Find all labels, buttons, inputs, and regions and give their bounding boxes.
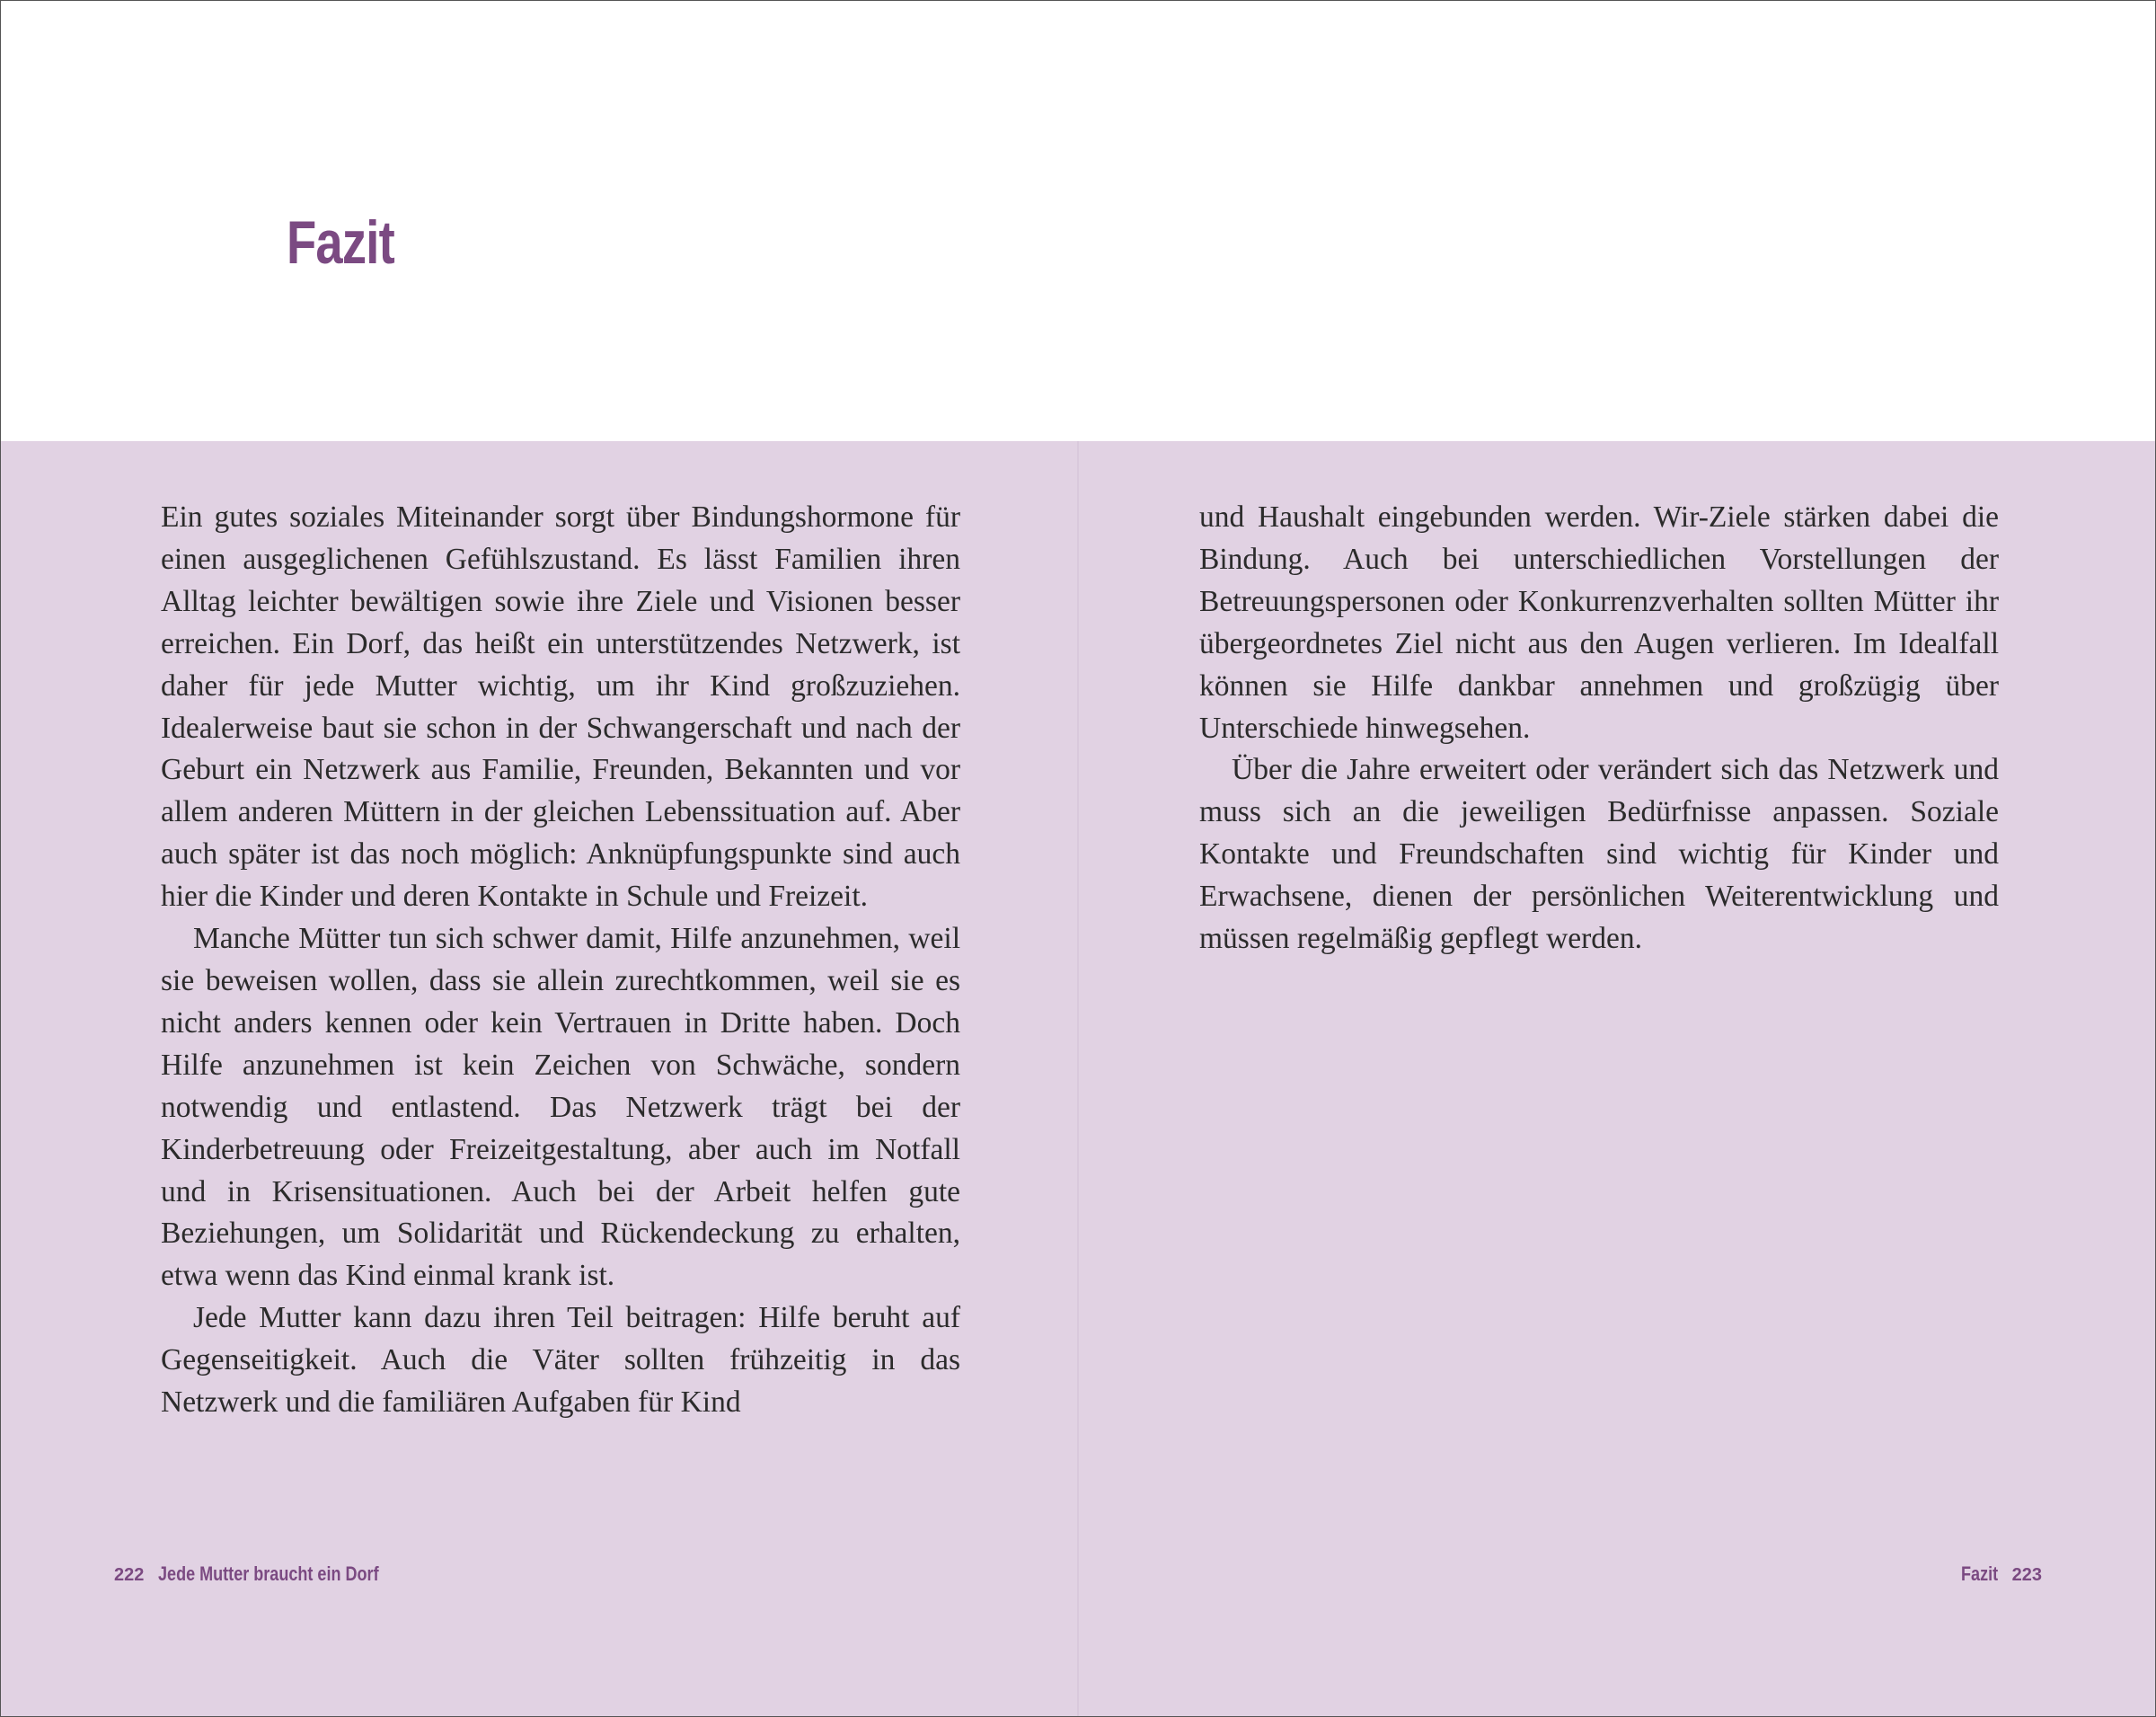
paragraph: Ein gutes soziales Miteinander sorgt über Bindungshormone für einen ausgeglichenen Gefühlszustand. Es lässt Familien ihren Alltag leichter bewältigen sowie ihre Ziele und Visionen besser erreichen. Ein Dorf, das heißt ein unterstützendes Netzwerk, ist daher für jede Mutter wichtig, um ihr Kind großzuziehen. Idealerweise baut sie schon in der Schwangerschaft und nach der Geburt ein Netzwerk aus Familie, Freunden, Bekannten und vor allem anderen Müttern in der gleichen Lebenssituation auf. Aber auch später ist das noch möglich: Anknüpfungspunkte sind auch hier die Kinder und deren Kontakte in Schule und Freizeit. bbox=[161, 500, 960, 914]
paragraph: und Haushalt eingebunden werden. Wir-Ziele stärken dabei die Bindung. Auch bei unterschiedlichen Vorstellungen der Betreuungspersonen oder Konkurrenzverhalten sollten Mütter ihr übergeordnetes Ziel nicht aus den Augen verlieren. Im Idealfall können sie Hilfe dankbar annehmen und großzügig über Unterschiede hinwegsehen. bbox=[1199, 500, 1999, 745]
paragraph: Jede Mutter kann dazu ihren Teil beitragen: Hilfe beruht auf Gegenseitigkeit. Auch die Väter sollten frühzeitig in das Netzwerk und die familiären Aufgaben für Kind bbox=[161, 1301, 960, 1420]
paragraph: Über die Jahre erweitert oder verändert sich das Netzwerk und muss sich an die jeweiligen Bedürfnisse anpassen. Soziale Kontakte und Freundschaften sind wichtig für Kinder und Erwachsene, dienen der persönlichen Weiterentwicklung und müssen regelmäßig gepflegt werden. bbox=[1199, 753, 1999, 956]
paragraph: Manche Mütter tun sich schwer damit, Hilfe anzunehmen, weil sie beweisen wollen, dass sie allein zurechtkommen, weil sie es nicht anders kennen oder kein Vertrauen in Dritte haben. Doch Hilfe anzunehmen ist kein Zeichen von Schwäche, sondern notwendig und entlastend. Das Netzwerk trägt bei der Kinderbetreuung oder Freizeitgestaltung, aber auch im Notfall und in Krisensituationen. Auch bei der Arbeit helfen gute Beziehungen, um Solidarität und Rückendeckung zu erhalten, etwa wenn das Kind einmal krank ist. bbox=[161, 922, 960, 1293]
page-number: 222 bbox=[114, 1565, 145, 1585]
chapter-title: Fazit bbox=[287, 208, 394, 277]
left-page-footer bbox=[114, 1562, 428, 1586]
right-page-footer bbox=[1953, 1562, 2043, 1586]
running-head: Fazit bbox=[1960, 1562, 1998, 1585]
right-page-body bbox=[1199, 497, 1999, 960]
page-number: 223 bbox=[2011, 1565, 2042, 1585]
page-gutter bbox=[1077, 441, 1079, 1716]
left-page-body bbox=[161, 497, 960, 1424]
running-head: Jede Mutter braucht ein Dorf bbox=[158, 1562, 379, 1585]
